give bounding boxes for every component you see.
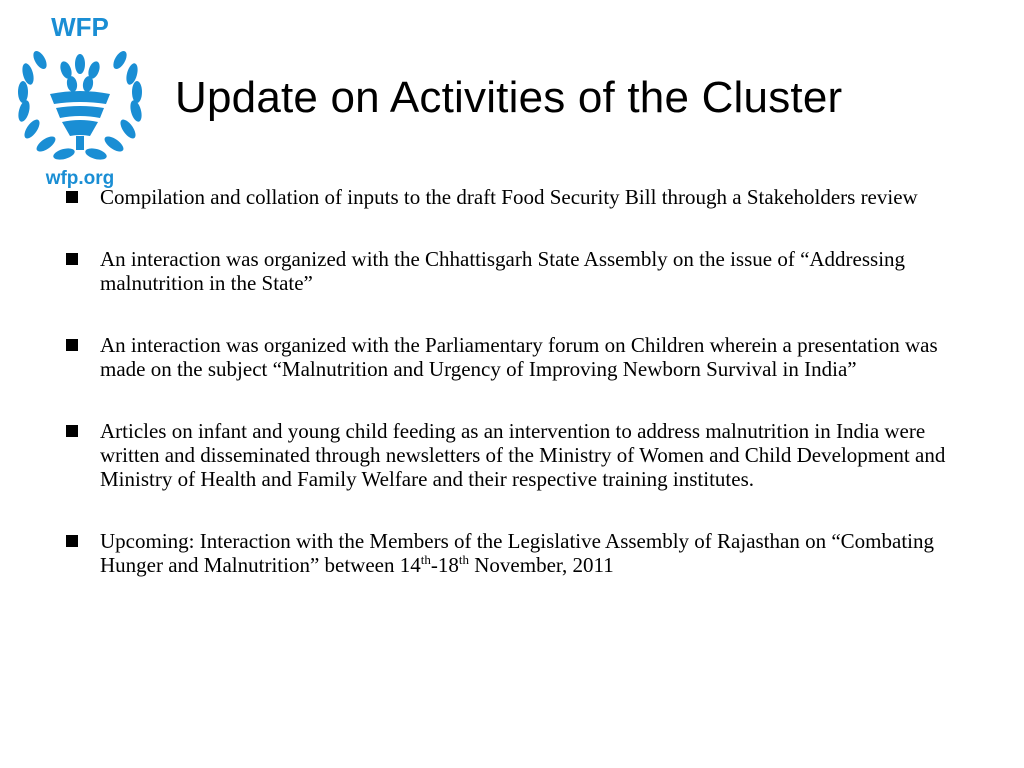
ordinal-suffix: th — [458, 552, 469, 567]
bullet-text-after: November, 2011 — [469, 553, 614, 577]
bullet-text-mid: -18 — [430, 553, 459, 577]
bullet-list — [62, 185, 967, 615]
ordinal-suffix: th — [420, 552, 431, 567]
square-bullet-icon — [66, 425, 78, 437]
square-bullet-icon — [66, 191, 78, 203]
bullet-text: Compilation and collation of inputs to the draft Food Security Bill through a Stakeholders review — [100, 185, 918, 209]
logo-wfp-text: WFP — [51, 12, 109, 42]
bullet-item — [62, 529, 967, 577]
square-bullet-icon — [66, 253, 78, 265]
bullet-text: An interaction was organized with the Chhattisgarh State Assembly on the issue of “Addressing malnutrition in the State” — [100, 247, 906, 295]
bullet-item — [62, 247, 967, 295]
slide-title: Update on Activities of the Cluster — [175, 73, 843, 122]
bullet-text — [100, 529, 934, 577]
square-bullet-icon — [66, 535, 78, 547]
bullet-item — [62, 419, 967, 491]
logo-url-text: wfp.org — [45, 168, 115, 188]
square-bullet-icon — [66, 339, 78, 351]
wfp-logo — [10, 8, 150, 188]
bullet-item — [62, 333, 967, 381]
bullet-text-before: Upcoming: Interaction with the Members of the Legislative Assembly of Rajasthan on “Combating Hunger and Malnutrition” between 14 — [100, 529, 934, 577]
bullet-text: Articles on infant and young child feeding as an intervention to address malnutrition in India were written and disseminated through newsletters of the Ministry of Women and Child Development and Ministry of Health and Family Welfare and their respective training institutes. — [100, 419, 946, 491]
wfp-emblem-icon — [10, 8, 150, 188]
bullet-text: An interaction was organized with the Parliamentary forum on Children wherein a presentation was made on the subject “Malnutrition and Urgency of Improving Newborn Survival in India” — [100, 333, 938, 381]
bullet-item — [62, 185, 967, 209]
